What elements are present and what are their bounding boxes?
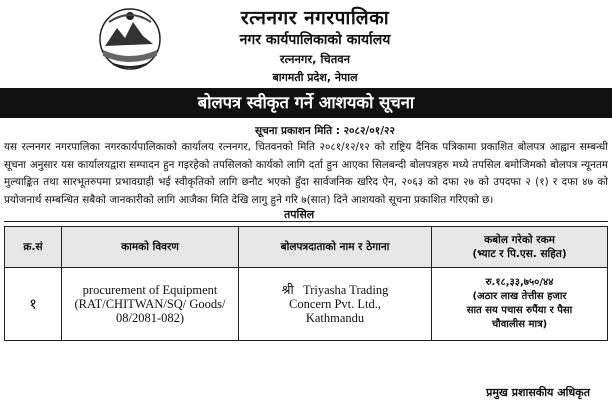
bidder-line-3: Kathmandu (305, 311, 365, 325)
office-location: रत्ननगर, चितवन (279, 52, 351, 66)
cell-work (62, 268, 239, 341)
col-header-amount-line1: कबोल गरेको रकम (484, 234, 555, 246)
amount-words-3: चौवालीस मात्र) (491, 319, 548, 330)
col-header-amount-line2: (भ्याट र पि.एस. सहित) (472, 248, 567, 260)
col-header-work: कामको विवरण (62, 227, 239, 268)
divider (4, 221, 608, 224)
organization-name: रत्ननगर नगरपालिका (240, 7, 390, 29)
bidder-line-2: Concern Pvt. Ltd., (288, 297, 381, 311)
col-header-sn: क्र.सं (5, 227, 62, 268)
work-line-3: 08/2081-082) (115, 311, 185, 325)
notice-title: बोलपत्र स्वीकृत गर्ने आशयको सूचना (0, 88, 612, 118)
publication-date: सूचना प्रकाशन मिति : २०८२/०१/२२ (255, 125, 395, 137)
table-header-row (5, 227, 608, 268)
notice-body: यस रत्ननगर नगरपालिका नगरकार्यपालिकाको कार्यालय रत्ननगर, चितवनको मिति २०८१/१२/१२ को राष्ट्रिय दैनिक पत्रिकामा प्रकाशित बोलपत्र आह्वान सम्बन्धी सूचना अनुसार यस कार्यालयद्वारा सम्पादन हुन गइरहेको तपसिलको कार्यको लागि दर्ता हुन आएका सिलबन्दी बोलपत्रहरु मध्ये तपसिल बमोजिमको बोलपत्र न्यूनतम मुल्याङ्कित तथा सारभूतरुपमा प्रभावग्राही भई स्वीकृतिको लागि छनौट भएको हुँदा सार्वजनिक खरिद ऐन, २०६३ को दफा २७ को उपदफा २ (१) र दफा ४७ को प्रयोजनार्थ सम्बन्धित सबैको जानकारीको लागि आजैका मिति देखि लागु हुने गरि ७(सात) दिने आशयको सूचना प्रकाशित गरिएको छ। (4, 141, 608, 206)
work-line-2: (RAT/CHITWAN/SQ/ Goods/ (74, 297, 226, 311)
table-row (5, 268, 608, 341)
amount-figure: रु.१८,३३,७५०/४४ (485, 277, 554, 288)
nepal-emblem-icon (95, 6, 165, 72)
cell-amount (432, 268, 608, 341)
office-name: नगर कार्यपालिकाको कार्यालय (239, 32, 391, 48)
col-header-bidder: बोलपत्रदाताको नाम र ठेगाना (239, 227, 432, 268)
cell-bidder (239, 268, 432, 341)
work-line-1: procurement of Equipment (82, 283, 218, 297)
cell-sn: १ (5, 268, 62, 341)
award-table (4, 226, 608, 341)
signatory-title: प्रमुख प्रशासकीय अधिकृत (486, 386, 590, 399)
amount-words-1: (अठार लाख तेत्तीस हजार (472, 291, 567, 302)
amount-words-2: सात सय पचास रुपैंया र पैसा (466, 305, 573, 316)
col-header-amount (432, 227, 608, 268)
province-name: बागमती प्रदेश, नेपाल (272, 71, 358, 84)
bidder-line-1: श्री Triyasha Trading (281, 283, 389, 297)
schedule-heading: तपसिल (284, 208, 315, 221)
